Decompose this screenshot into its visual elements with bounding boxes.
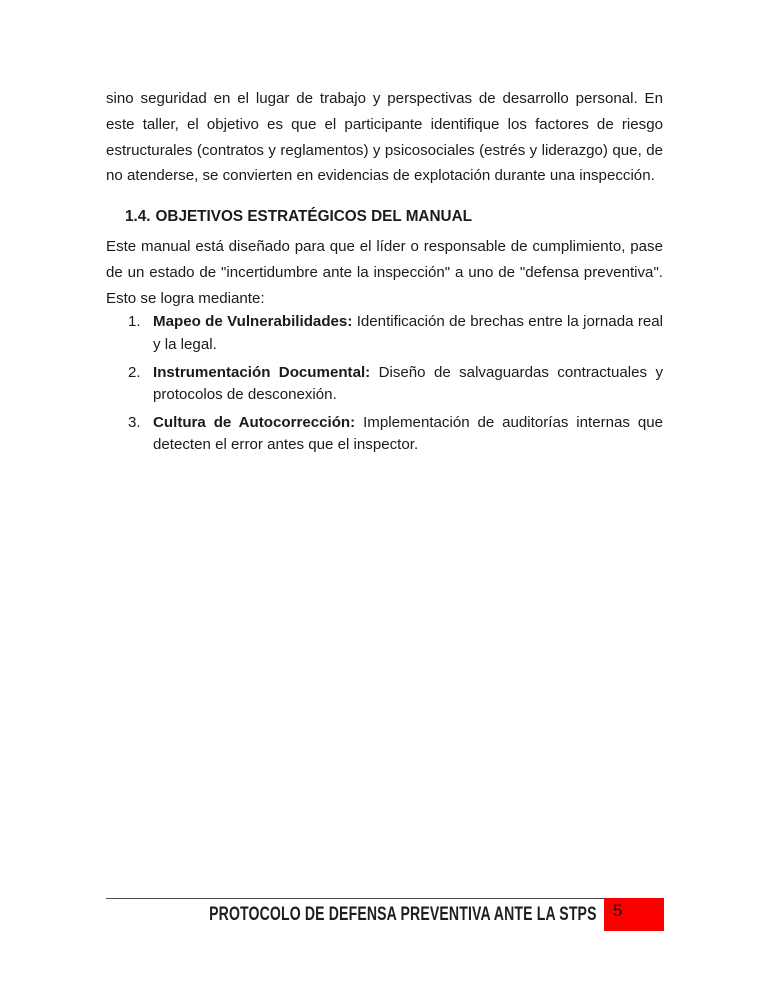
list-item-number: 1. [128,313,141,331]
list-item-body [153,362,663,407]
section-title: OBJETIVOS ESTRATÉGICOS DEL MANUAL [155,208,472,226]
list-item [106,311,663,356]
list-item-title: Cultura de Autocorrección: [153,413,356,431]
intro-paragraph: sino seguridad en el lugar de trabajo y perspectivas de desarrollo personal. En este taller, el objetivo es que el participante identifique los factores de riesgo estructurales (contratos y reglamentos) y psicosociales (estrés y liderazgo) que, de no atenderse, se convierten en evidencias de explotación durante una inspección. [106,90,663,185]
list-item-text: Implementación de auditorías internas que detecten el error antes que el inspector. [153,413,664,454]
list-item-body [153,412,663,457]
footer-rule [106,898,604,899]
page-content [106,0,663,462]
list-item-title: Mapeo de Vulnerabilidades: [153,313,353,331]
list-item [106,412,663,457]
page-number: 5 [613,901,623,920]
lead-paragraph: Este manual está diseñado para que el líder o responsable de cumplimiento, pase de un estado de "incertidumbre ante la inspección" a uno de "defensa preventiva". Esto se logra mediante: [106,237,663,307]
objectives-list [106,311,663,457]
list-item-text: Diseño de salvaguardas contractuales y protocolos de desconexión. [153,363,663,404]
list-item-number: 2. [128,363,141,381]
list-item-number: 3. [128,413,141,431]
list-item-text: Identificación de brechas entre la jornada real y la legal. [153,313,663,353]
section-number: 1.4. [125,208,151,226]
list-item-title: Instrumentación Documental: [153,363,371,381]
footer-title: PROTOCOLO DE DEFENSA PREVENTIVA ANTE LA STPS [209,904,597,925]
list-item [106,362,663,407]
section-heading [125,204,663,230]
list-item-body [153,311,663,356]
page-number-badge [604,898,664,931]
